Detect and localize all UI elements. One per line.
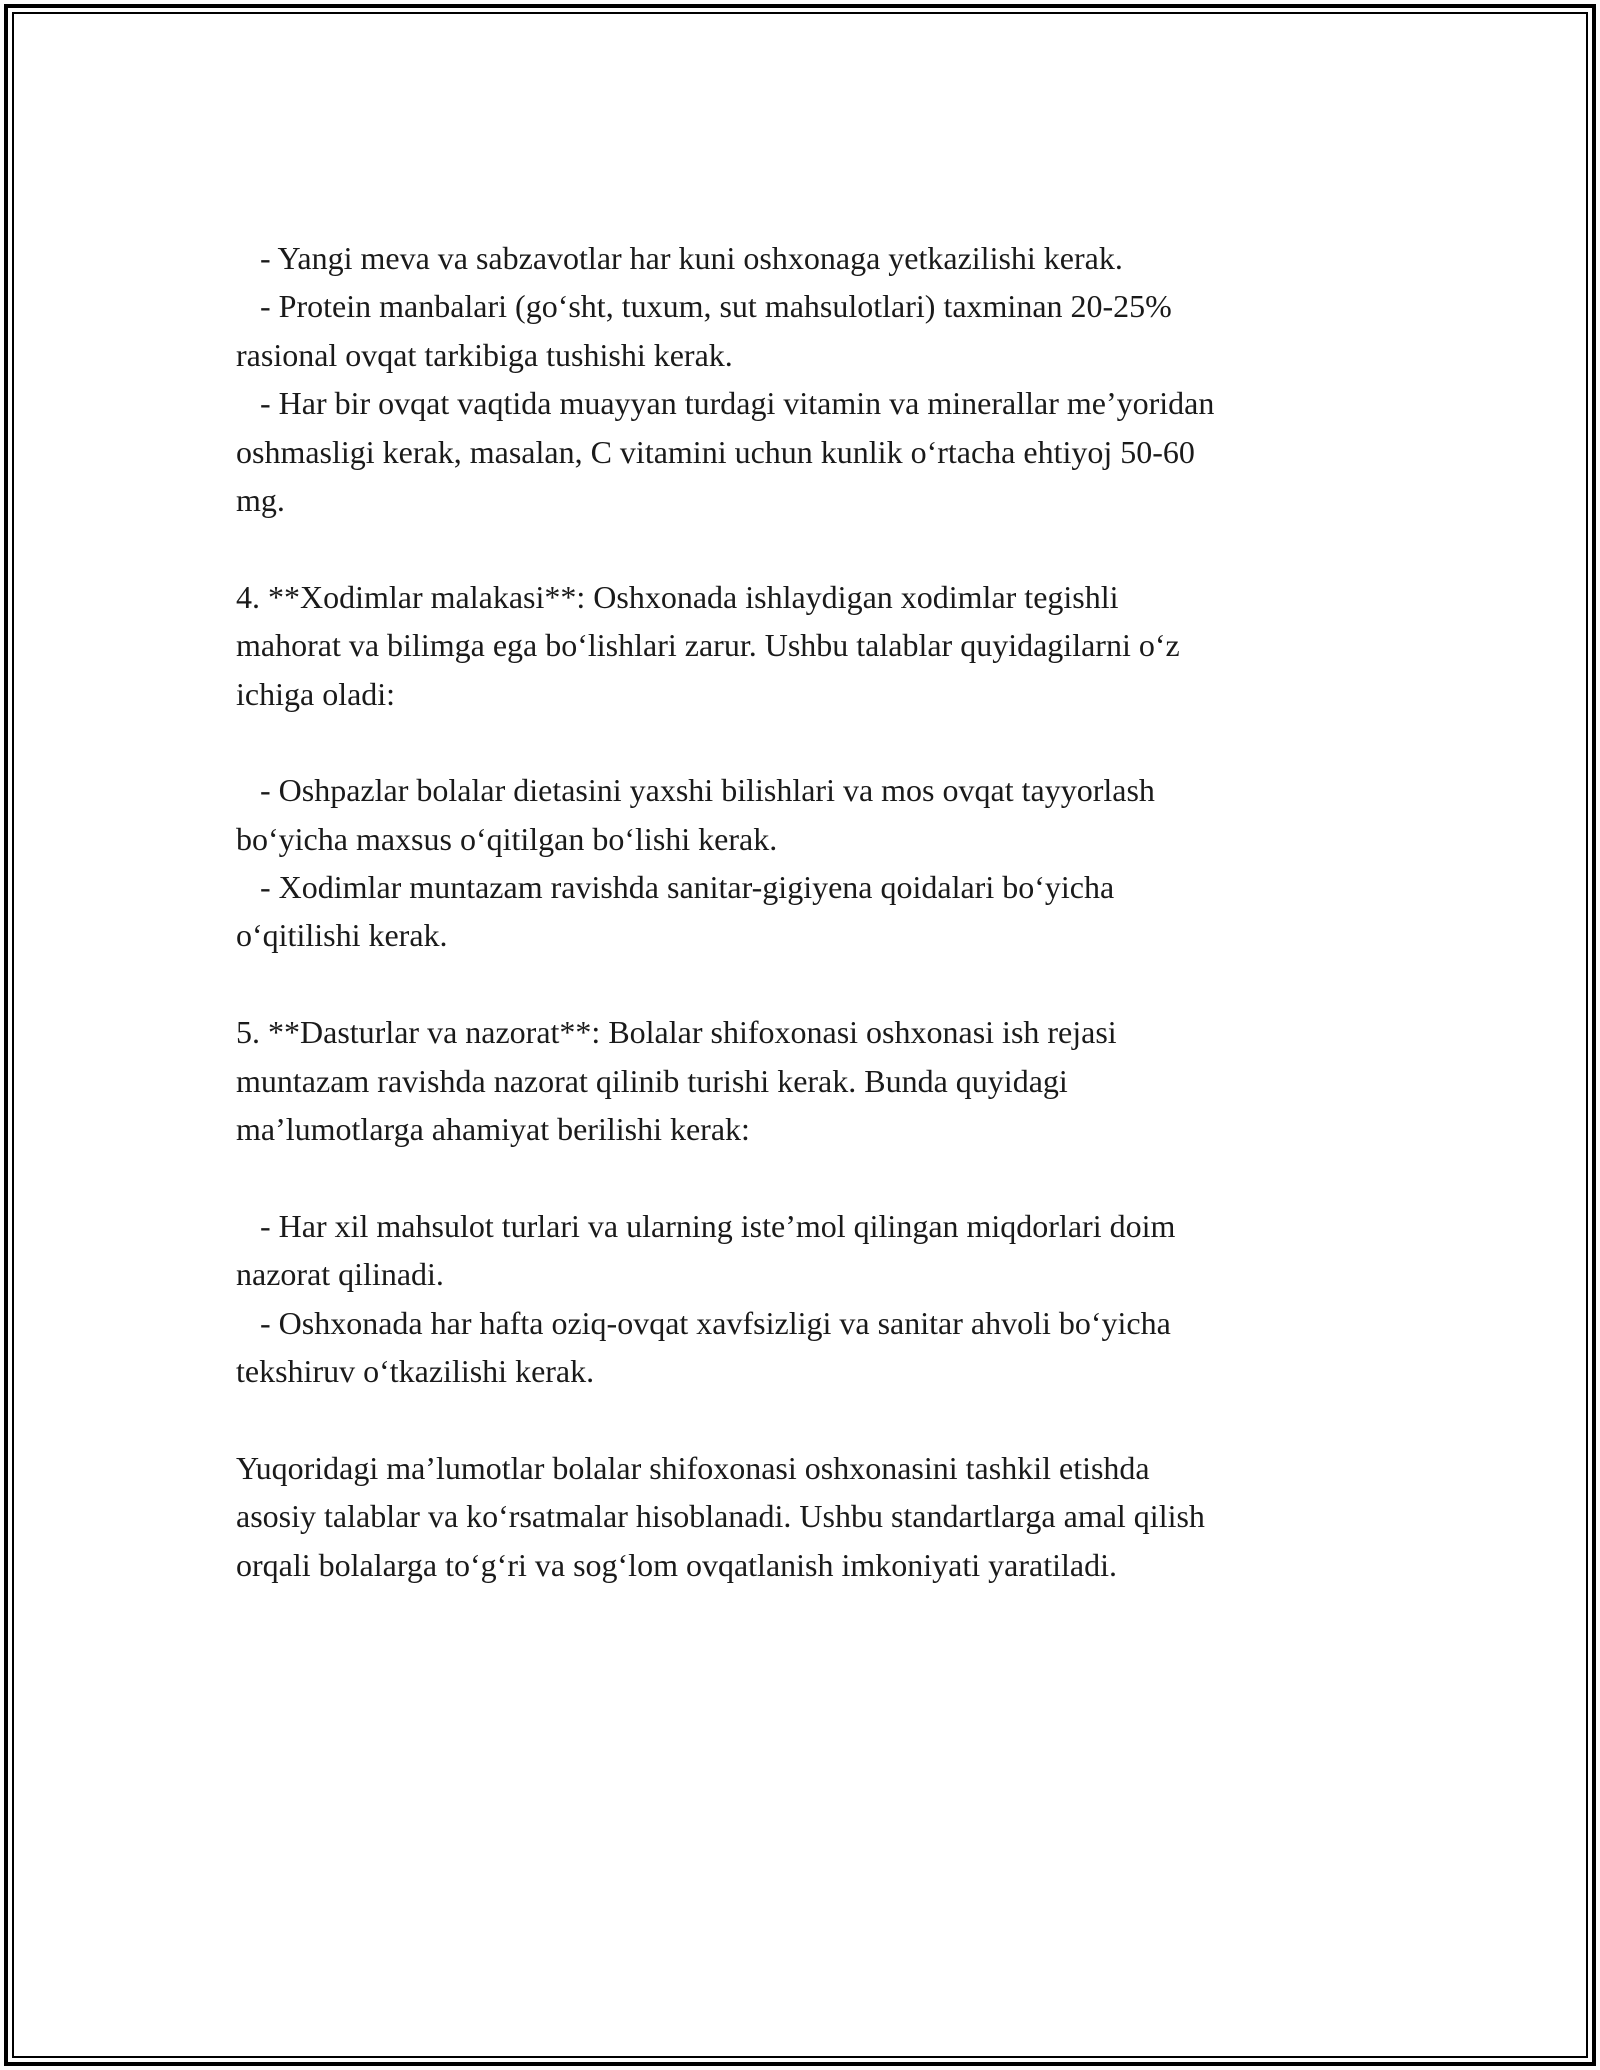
text-line: 5. **Dasturlar va nazorat**: Bolalar shifoxonasi oshxonasi ish rejasi bbox=[236, 1014, 1117, 1051]
text-line: - Har bir ovqat vaqtida muayyan turdagi vitamin va minerallar me’yoridan bbox=[236, 385, 1215, 422]
paragraph-gap bbox=[236, 524, 1376, 572]
text-line: muntazam ravishda nazorat qilinib turishi kerak. Bunda quyidagi bbox=[236, 1062, 1068, 1099]
paragraph-gap bbox=[236, 718, 1376, 766]
text-line: - Protein manbalari (go‘sht, tuxum, sut mahsulotlari) taxminan 20-25% bbox=[236, 288, 1172, 325]
text-line: ichiga oladi: bbox=[236, 675, 396, 712]
text-line: nazorat qilinadi. bbox=[236, 1256, 444, 1293]
text-line: - Xodimlar muntazam ravishda sanitar-gigiyena qoidalari bo‘yicha bbox=[236, 869, 1115, 906]
document-body bbox=[236, 234, 1376, 1589]
text-line: mahorat va bilimga ega bo‘lishlari zarur. Ushbu talablar quyidagilarni o‘z bbox=[236, 627, 1180, 664]
text-line: tekshiruv o‘tkazilishi kerak. bbox=[236, 1352, 595, 1389]
text-line: bo‘yicha maxsus o‘qitilgan bo‘lishi kerak. bbox=[236, 820, 778, 857]
text-line: ma’lumotlarga ahamiyat berilishi kerak: bbox=[236, 1111, 750, 1148]
text-line: asosiy talablar va ko‘rsatmalar hisoblanadi. Ushbu standartlarga amal qilish bbox=[236, 1498, 1205, 1535]
paragraph-gap bbox=[236, 1153, 1376, 1201]
text-line: rasional ovqat tarkibiga tushishi kerak. bbox=[236, 336, 733, 373]
text-line: oshmasligi kerak, masalan, C vitamini uchun kunlik o‘rtacha ehtiyoj 50-60 bbox=[236, 433, 1195, 470]
text-line: - Yangi meva va sabzavotlar har kuni oshxonaga yetkazilishi kerak. bbox=[236, 240, 1123, 276]
paragraph-gap bbox=[236, 1395, 1376, 1443]
text-line: - Har xil mahsulot turlari va ularning iste’mol qilingan miqdorlari doim bbox=[236, 1207, 1176, 1244]
text-line: orqali bolalarga to‘g‘ri va sog‘lom ovqatlanish imkoniyati yaratiladi. bbox=[236, 1546, 1117, 1583]
text-line: - Oshxonada har hafta oziq-ovqat xavfsizligi va sanitar ahvoli bo‘yicha bbox=[236, 1304, 1171, 1341]
text-line: 4. **Xodimlar malakasi**: Oshxonada ishlaydigan xodimlar tegishli bbox=[236, 578, 1119, 615]
text-line: Yuqoridagi ma’lumotlar bolalar shifoxonasi oshxonasini tashkil etishda bbox=[236, 1449, 1150, 1486]
text-line: mg. bbox=[236, 481, 285, 518]
text-line: - Oshpazlar bolalar dietasini yaxshi bilishlari va mos ovqat tayyorlash bbox=[236, 772, 1155, 809]
text-line: o‘qitilishi kerak. bbox=[236, 917, 448, 954]
paragraph-gap bbox=[236, 960, 1376, 1008]
